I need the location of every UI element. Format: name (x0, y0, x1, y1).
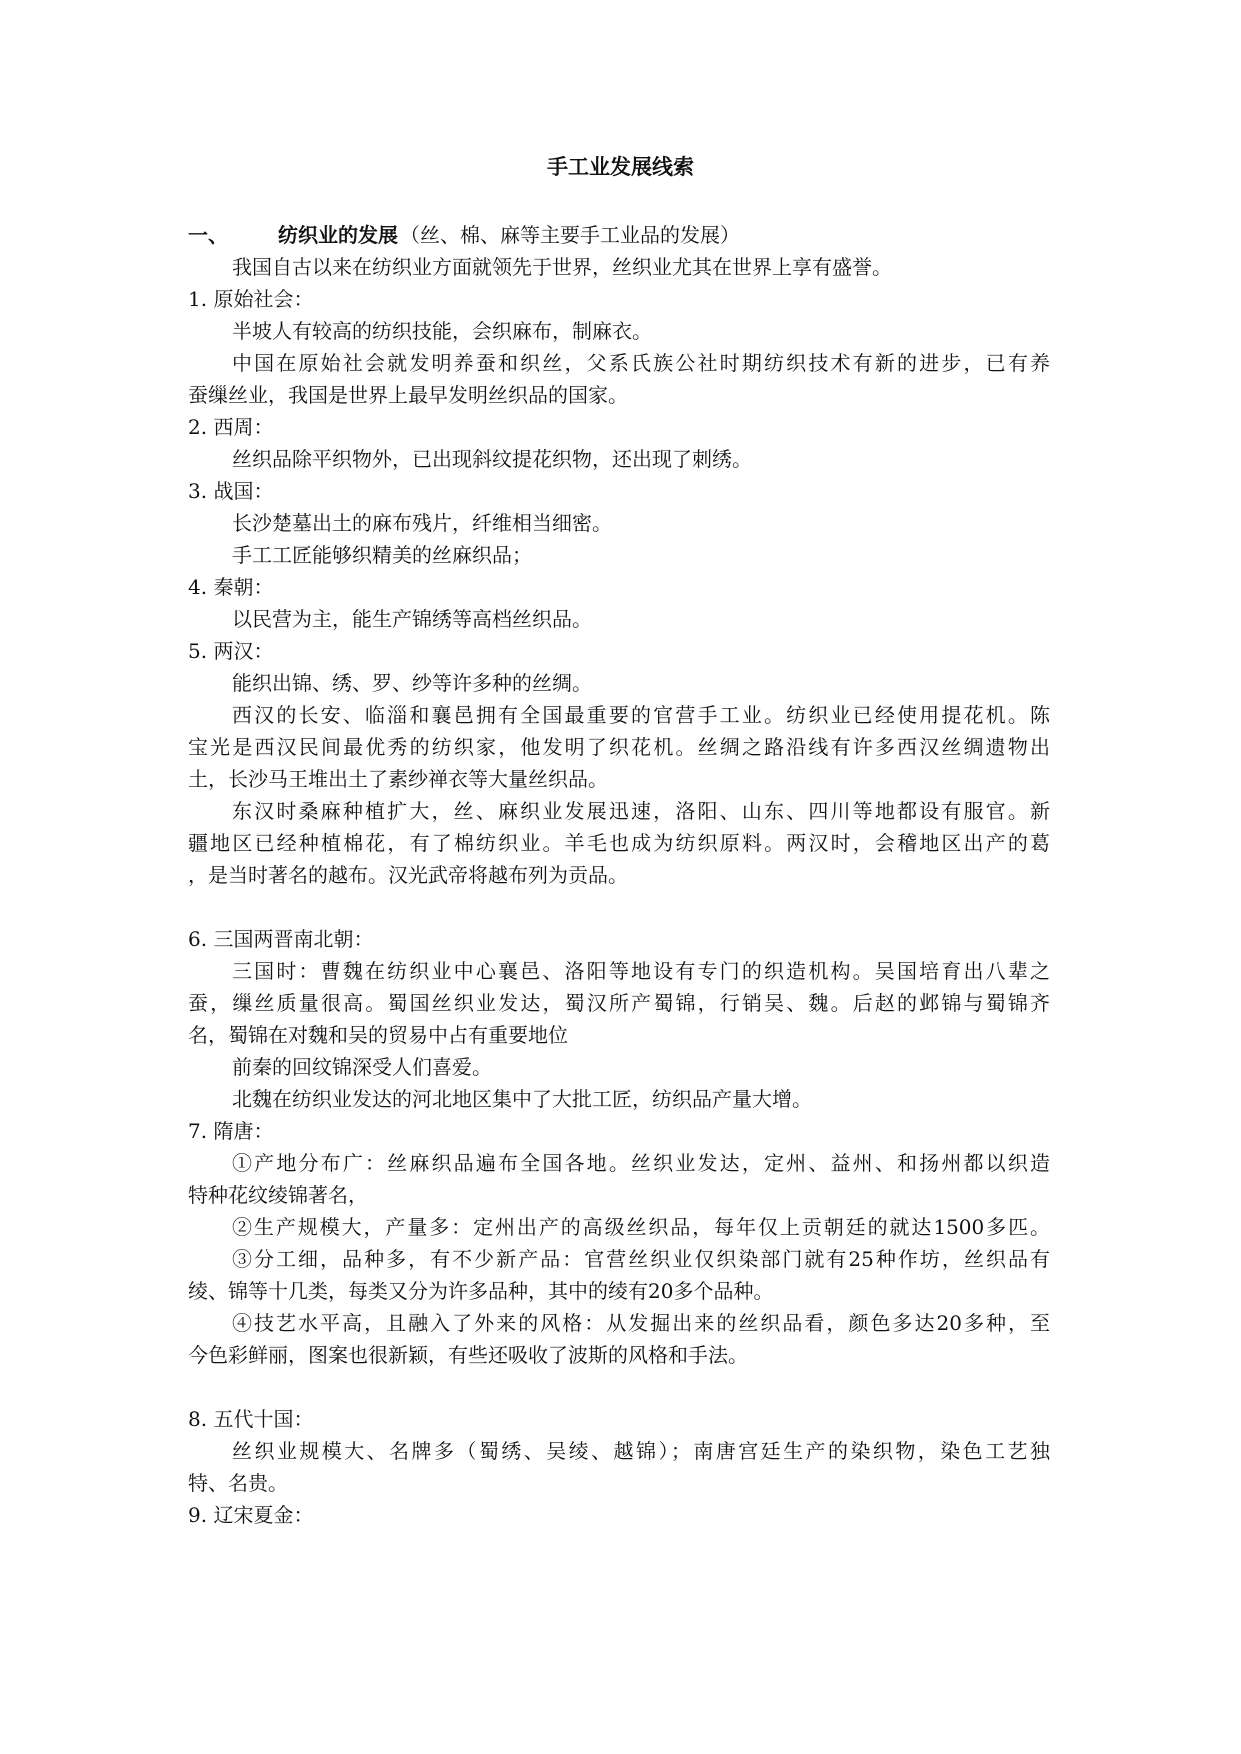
page-title: 手工业发展线索 (547, 155, 694, 179)
paragraph-line: ①产地分布广：丝麻织品遍布全国各地。丝织业发达，定州、益州、和扬州都以织造 (232, 1151, 1050, 1175)
paragraph-line: 丝织业规模大、名牌多（蜀绣、吴绫、越锦）；南唐宫廷生产的染织物，染色工艺独 (232, 1439, 1050, 1463)
paragraph-line: 长沙楚墓出土的麻布残片，纤维相当细密。 (232, 511, 612, 535)
paragraph-line: 以民营为主，能生产锦绣等高档丝织品。 (232, 607, 592, 631)
paragraph-line: 手工工匠能够织精美的丝麻织品； (232, 543, 532, 567)
paragraph-line: 宝光是西汉民间最优秀的纺织家，他发明了织花机。丝绸之路沿线有许多西汉丝绸遗物出 (188, 735, 1050, 759)
paragraph-line: 绫、锦等十几类，每类又分为许多品种，其中的绫有20多个品种。 (188, 1279, 774, 1303)
paragraph-line: 特、名贵。 (188, 1471, 288, 1495)
paragraph-line: ②生产规模大，产量多：定州出产的高级丝织品，每年仅上贡朝廷的就达1500多匹。 (232, 1215, 1050, 1239)
paragraph-line: 北魏在纺织业发达的河北地区集中了大批工匠，纺织品产量大增。 (232, 1087, 812, 1111)
paragraph-line: 中国在原始社会就发明养蚕和织丝，父系氏族公社时期纺织技术有新的进步，已有养 (232, 351, 1050, 375)
paragraph-line: 特种花纹绫锦著名， (188, 1183, 368, 1207)
paragraph-line: 名，蜀锦在对魏和吴的贸易中占有重要地位 (188, 1023, 568, 1047)
section-title: 纺织业的发展 (278, 223, 398, 247)
paragraph-line: 东汉时桑麻种植扩大，丝、麻织业发展迅速，洛阳、山东、四川等地都设有服官。新 (232, 799, 1050, 823)
paragraph-line: 土，长沙马王堆出土了素纱禅衣等大量丝织品。 (188, 767, 608, 791)
paragraph-line: ，是当时著名的越布。汉光武帝将越布列为贡品。 (188, 863, 628, 887)
list-heading: 2. 西周： (188, 415, 274, 439)
paragraph-line: 疆地区已经种植棉花，有了棉纺织业。羊毛也成为纺织原料。两汉时，会稽地区出产的葛 (188, 831, 1050, 855)
paragraph-line: 蚕，缫丝质量很高。蜀国丝织业发达，蜀汉所产蜀锦，行销吴、魏。后赵的邺锦与蜀锦齐 (188, 991, 1050, 1015)
paragraph-line: 能织出锦、绣、罗、纱等许多种的丝绸。 (232, 671, 592, 695)
paragraph-line: 我国自古以来在纺织业方面就领先于世界，丝织业尤其在世界上享有盛誉。 (232, 255, 892, 279)
list-heading: 7. 隋唐： (188, 1119, 274, 1143)
list-heading: 5. 两汉： (188, 639, 274, 663)
list-heading: 8. 五代十国： (188, 1407, 314, 1431)
paragraph-line: 三国时：曹魏在纺织业中心襄邑、洛阳等地设有专门的织造机构。吴国培育出八辈之 (232, 959, 1050, 983)
paragraph-line: 丝织品除平织物外，已出现斜纹提花织物，还出现了刺绣。 (232, 447, 752, 471)
paragraph-line: 蚕缫丝业，我国是世界上最早发明丝织品的国家。 (188, 383, 628, 407)
list-heading: 1. 原始社会： (188, 287, 314, 311)
section-subtitle: （丝、棉、麻等主要手工业品的发展） (400, 223, 740, 247)
list-heading: 9. 辽宋夏金： (188, 1503, 314, 1527)
paragraph-line: ④技艺水平高，且融入了外来的风格：从发掘出来的丝织品看，颜色多达20多种，至 (232, 1311, 1050, 1335)
list-heading: 4. 秦朝： (188, 575, 274, 599)
paragraph-line: 西汉的长安、临淄和襄邑拥有全国最重要的官营手工业。纺织业已经使用提花机。陈 (232, 703, 1050, 727)
list-heading: 3. 战国： (188, 479, 274, 503)
paragraph-line: 半坡人有较高的纺织技能，会织麻布，制麻衣。 (232, 319, 652, 343)
paragraph-line: ③分工细，品种多，有不少新产品：官营丝织业仅织染部门就有25种作坊，丝织品有 (232, 1247, 1050, 1271)
paragraph-line: 前秦的回纹锦深受人们喜爱。 (232, 1055, 492, 1079)
section-number: 一、 (188, 223, 228, 247)
list-heading: 6. 三国两晋南北朝： (188, 927, 374, 951)
paragraph-line: 今色彩鲜丽，图案也很新颖，有些还吸收了波斯的风格和手法。 (188, 1343, 748, 1367)
section-heading (188, 218, 1050, 252)
